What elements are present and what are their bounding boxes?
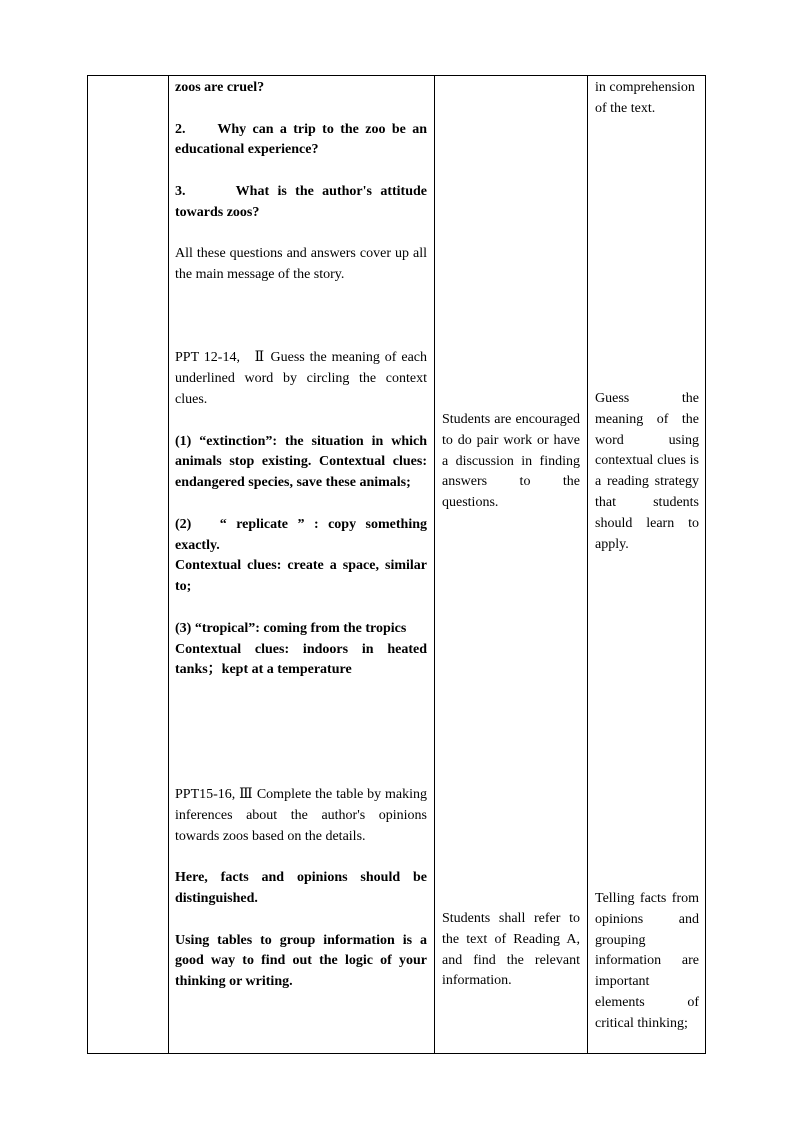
question-3: 3. What is the author's attitude towards zoos? bbox=[175, 183, 427, 220]
question-1-tail: zoos are cruel? bbox=[175, 80, 265, 95]
word-replicate-clues: Contextual clues: create a space, similar to; bbox=[175, 558, 427, 595]
ppt-15-16-heading: PPT15-16, Ⅲ Complete the table by making inferences about the author's opinions towards zoos based on the details. bbox=[175, 787, 427, 844]
word-replicate: (2) “ replicate ” : copy something exactly. bbox=[175, 516, 427, 553]
facts-opinions-note: Here, facts and opinions should be distinguished. bbox=[175, 870, 427, 907]
purpose-comprehension: in comprehension of the text. bbox=[595, 80, 695, 116]
activity-refer-text: Students shall refer to the text of Reading A, and find the relevant information. bbox=[442, 911, 580, 989]
purpose-contextual-clues: Guess the meaning of the word using contextual clues is a reading strategy that students should learn to apply. bbox=[595, 391, 699, 552]
question-2: 2. Why can a trip to the zoo be an educational experience? bbox=[175, 121, 427, 158]
activity-pair-work: Students are encouraged to do pair work or have a discussion in finding answers to the questions. bbox=[442, 412, 580, 511]
lesson-plan-table bbox=[87, 75, 706, 1054]
word-tropical: (3) “tropical”: coming from the tropics bbox=[175, 620, 407, 636]
design-purpose-cell bbox=[588, 76, 706, 1051]
ppt-12-14-heading: PPT 12-14, Ⅱ Guess the meaning of each underlined word by circling the context clues. bbox=[175, 350, 427, 407]
tables-note: Using tables to group information is a good way to find out the logic of your thinking or writing. bbox=[175, 932, 427, 990]
student-activity-cell bbox=[435, 76, 587, 1051]
word-tropical-clues: Contextual clues: indoors in heated tanks；kept at a temperature bbox=[175, 641, 427, 678]
teaching-content-cell bbox=[168, 76, 434, 993]
purpose-critical-thinking: Telling facts from opinions and grouping information are important elements of critical thinking; bbox=[595, 891, 699, 1031]
questions-summary: All these questions and answers cover up all the main message of the story. bbox=[175, 246, 427, 283]
word-extinction: (1) “extinction”: the situation in which animals stop existing. Contextual clues: endangered species, save these animals; bbox=[175, 433, 427, 491]
